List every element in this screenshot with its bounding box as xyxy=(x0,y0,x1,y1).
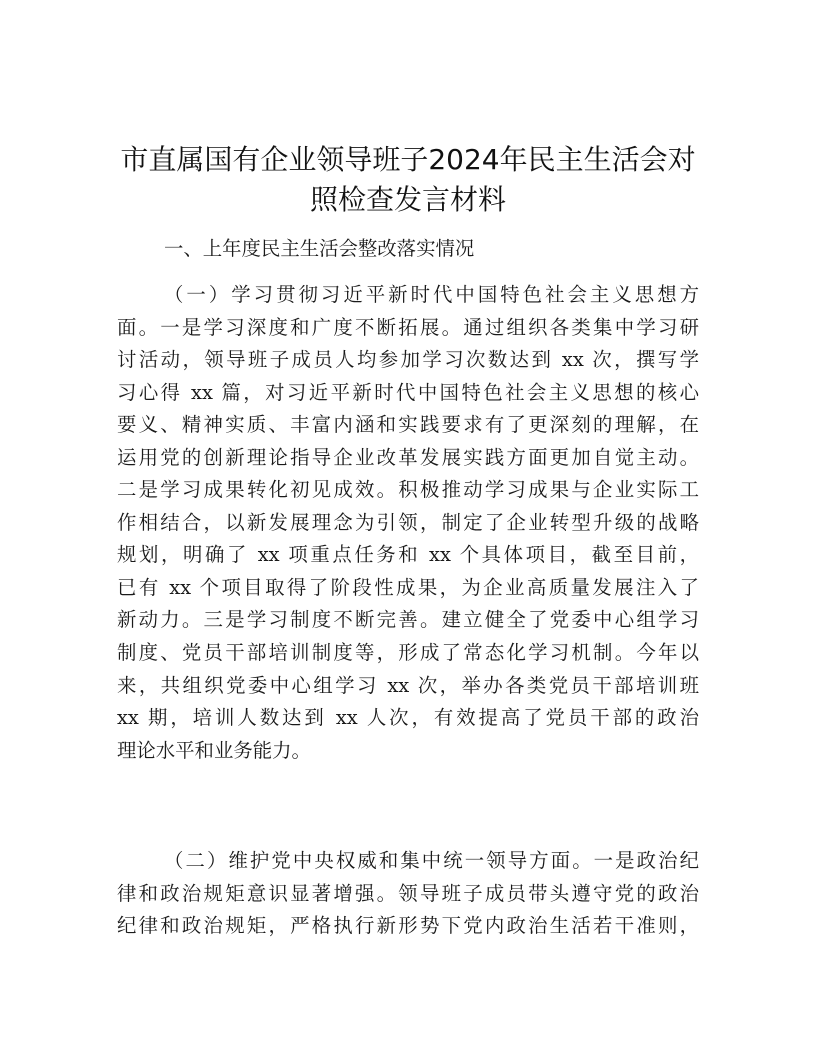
paragraph-line: xx 期，培训人数达到 xx 人次，有效提高了党员干部的政治 xyxy=(117,706,699,730)
paragraph-line: 要义、精神实质、丰富内涵和实践要求有了更深刻的理解，在 xyxy=(117,413,699,437)
paragraph-line: 规划，明确了 xx 项重点任务和 xx 个具体项目，截至目前， xyxy=(117,543,699,567)
paragraph-line: 习心得 xx 篇，对习近平新时代中国特色社会主义思想的核心 xyxy=(117,380,699,404)
paragraph-line: 运用党的创新理论指导企业改革发展实践方面更加自觉主动。 xyxy=(117,445,699,469)
paragraph-line: 面。一是学习深度和广度不断拓展。通过组织各类集中学习研 xyxy=(117,315,699,339)
paragraph-line: 作相结合，以新发展理念为引领，制定了企业转型升级的战略 xyxy=(117,510,699,534)
paragraph-party-leadership xyxy=(117,845,699,943)
section-heading xyxy=(117,233,699,266)
paragraph-line: 二是学习成果转化初见成效。积极推动学习成果与企业实际工 xyxy=(117,478,699,502)
paragraph-line: 来，共组织党委中心组学习 xx 次，举办各类党员干部培训班 xyxy=(117,673,699,697)
document-title xyxy=(100,140,716,220)
paragraph-study-implementation xyxy=(117,279,699,767)
paragraph-line: 制度、党员干部培训制度等，形成了常态化学习机制。今年以 xyxy=(117,641,699,665)
paragraph-line: （二）维护党中央权威和集中统一领导方面。一是政治纪 xyxy=(164,849,699,872)
paragraph-line: 新动力。三是学习制度不断完善。建立健全了党委中心组学习 xyxy=(117,608,699,632)
paragraph-line: 理论水平和业务能力。 xyxy=(117,738,311,762)
paragraph-line: （一）学习贯彻习近平新时代中国特色社会主义思想方 xyxy=(164,283,699,306)
paragraph-line: 已有 xx 个项目取得了阶段性成果，为企业高质量发展注入了 xyxy=(117,575,699,599)
paragraph-line: 讨活动，领导班子成员人均参加学习次数达到 xx 次，撰写学 xyxy=(117,348,699,372)
paragraph-line: 律和政治规矩意识显著增强。领导班子成员带头遵守党的政治 xyxy=(117,881,699,905)
document-title-line: 照检查发言材料 xyxy=(309,183,506,216)
document-title-line: 市直属国有企业领导班子2024年民主生活会对 xyxy=(120,143,696,176)
paragraph-line: 纪律和政治规矩，严格执行新形势下党内政治生活若干准则， xyxy=(117,914,699,938)
section-heading-text: 一、上年度民主生活会整改落实情况 xyxy=(164,237,475,260)
